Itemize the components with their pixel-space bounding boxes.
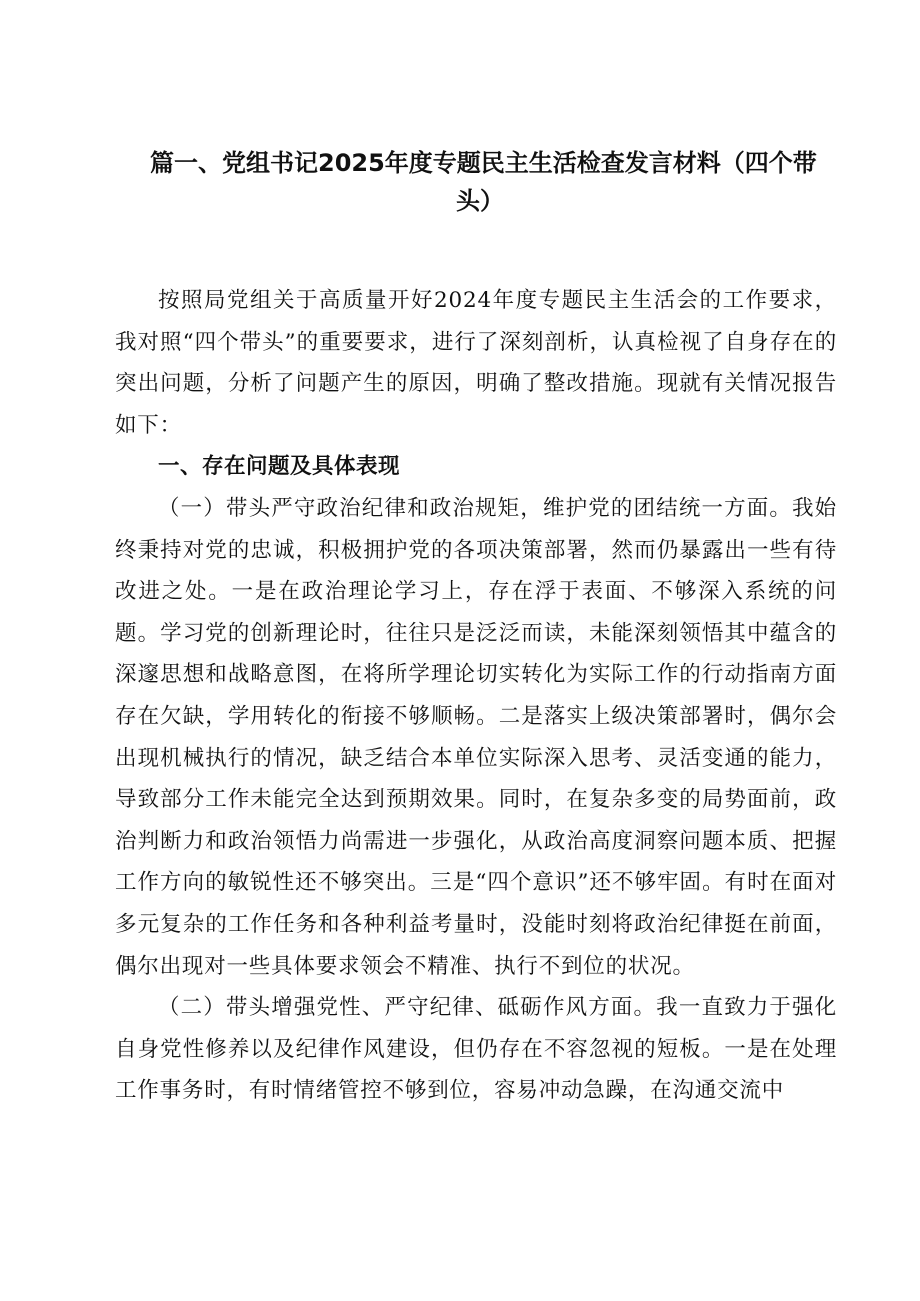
title-line-2: 头）	[456, 187, 504, 215]
intro-paragraph: 按照局党组关于高质量开好2024年度专题民主生活会的工作要求，我对照“四个带头”的重要要求，进行了深刻剖析，认真检视了自身存在的突出问题，分析了问题产生的原因，明确了整改措施。现就有关情况报告如下：	[115, 288, 837, 438]
document-body	[115, 280, 837, 1112]
document-title	[150, 144, 817, 220]
section-item-2-paragraph: （二）带头增强党性、严守纪律、砥砺作风方面。我一直致力于强化自身党性修养以及纪律作风建设，但仍存在不容忽视的短板。一是在处理工作事务时，有时情绪管控不够到位，容易冲动急躁，在沟通交流中	[115, 995, 837, 1104]
section-item-1-paragraph: （一）带头严守政治纪律和政治规矩，维护党的团结统一方面。我始终秉持对党的忠诚，积极拥护党的各项决策部署，然而仍暴露出一些有待改进之处。一是在政治理论学习上，存在浮于表面、不够深入系统的问题。学习党的创新理论时，往往只是泛泛而读，未能深刻领悟其中蕴含的深邃思想和战略意图，在将所学理论切实转化为实际工作的行动指南方面存在欠缺，学用转化的衔接不够顺畅。二是落实上级决策部署时，偶尔会出现机械执行的情况，缺乏结合本单位实际深入思考、灵活变通的能力，导致部分工作未能完全达到预期效果。同时，在复杂多变的局势面前，政治判断力和政治领悟力尚需进一步强化，从政治高度洞察问题本质、把握工作方向的敏锐性还不够突出。三是“四个意识”还不够牢固。有时在面对多元复杂的工作任务和各种利益考量时，没能时刻将政治纪律挺在前面，偶尔出现对一些具体要求领会不精准、执行不到位的状况。	[115, 495, 837, 979]
section-heading: 一、存在问题及具体表现	[158, 454, 401, 480]
title-line-1: 篇一、党组书记2025年度专题民主生活检查发言材料（四个带	[150, 149, 817, 177]
